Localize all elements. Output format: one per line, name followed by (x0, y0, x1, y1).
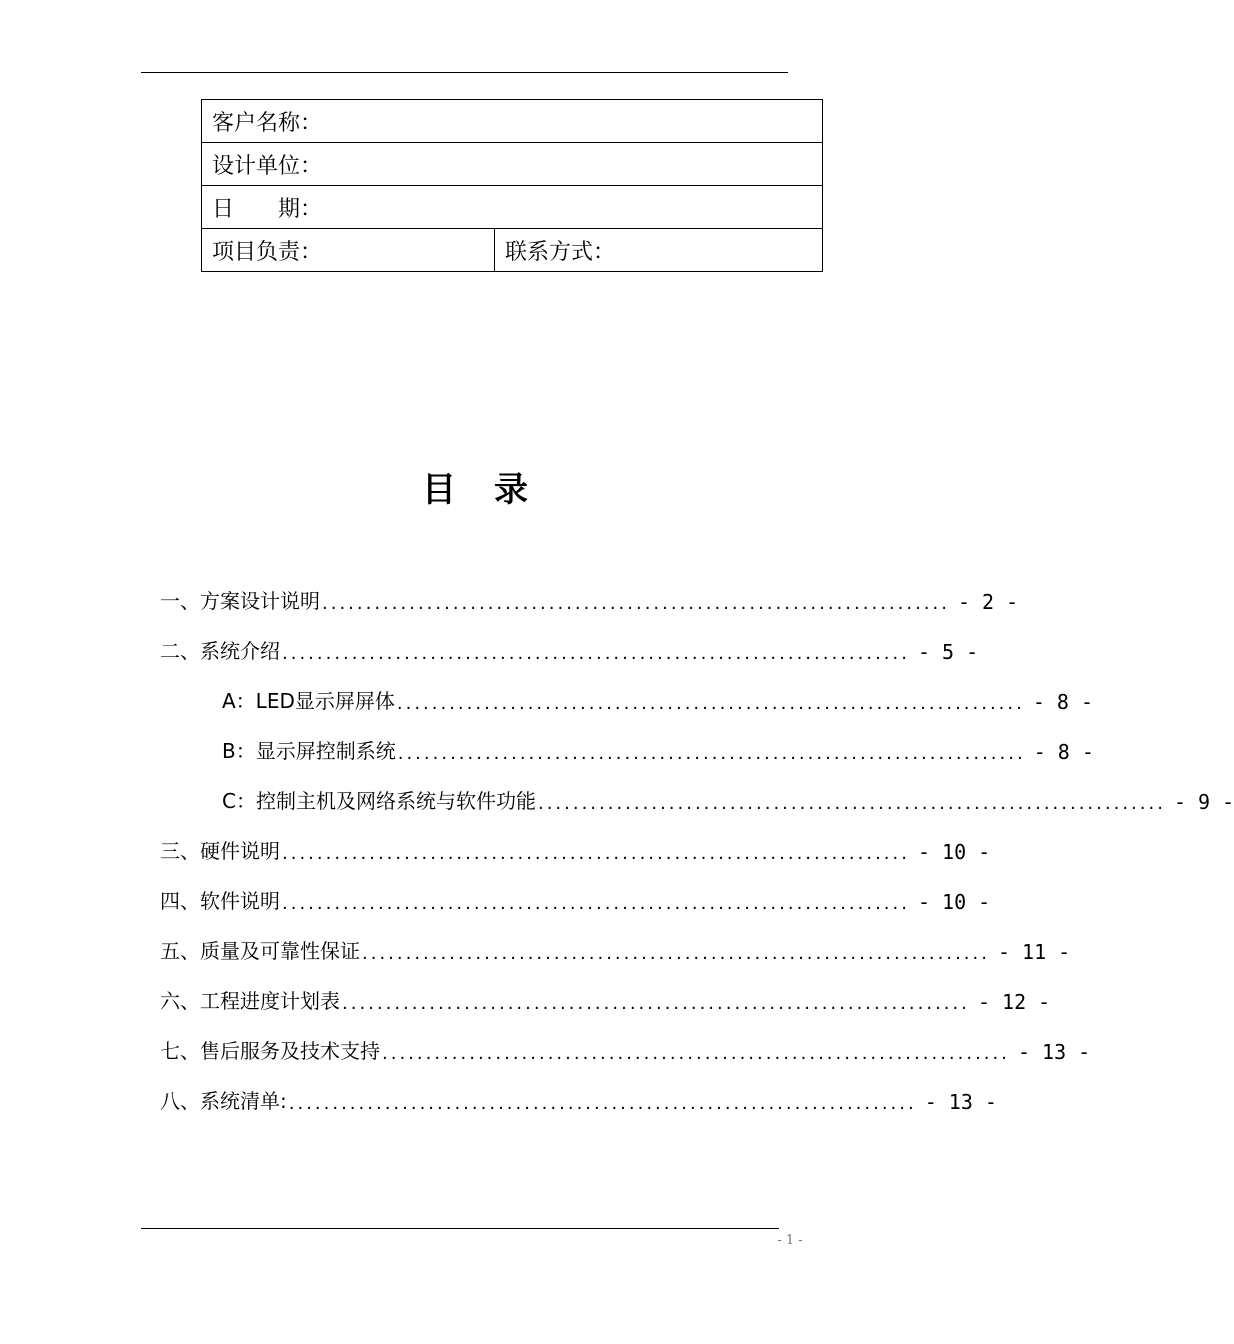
footer-rule (141, 1228, 779, 1229)
toc-entry-label: 三、硬件说明 (160, 839, 280, 863)
toc-entry-label: 五、质量及可靠性保证 (160, 939, 360, 963)
toc-entry[interactable] (222, 674, 1094, 714)
toc-leader-dots: ........................................................................ (322, 593, 950, 614)
contact-label: 联系方式： (505, 239, 616, 265)
toc-entry-label: 七、售后服务及技术支持 (160, 1039, 380, 1063)
toc-entry[interactable] (160, 1074, 997, 1114)
toc-entry[interactable] (160, 574, 1019, 614)
design-unit-label: 设计单位： (212, 153, 323, 179)
toc-leader-dots: ........................................................................ (537, 793, 1166, 814)
toc-entry-page: - 8 - (1033, 740, 1094, 764)
toc-entry-label: A：LED显示屏屏体 (222, 689, 395, 713)
project-lead-label: 项目负责： (212, 239, 323, 265)
design-unit-cell (202, 143, 823, 186)
toc-entry-label: 六、工程进度计划表 (160, 989, 340, 1013)
toc-entry[interactable] (222, 724, 1094, 764)
toc-entry[interactable] (160, 874, 991, 914)
project-info-table (201, 99, 823, 272)
project-lead-cell (202, 229, 495, 272)
footer-page-number: - 1 - (777, 1233, 803, 1248)
toc-entry-label: C：控制主机及网络系统与软件功能 (222, 789, 536, 813)
toc-entry-page: - 12 - (977, 990, 1051, 1014)
toc-title-char-1: 目 (422, 470, 456, 510)
date-label-char-1: 日 (212, 196, 235, 222)
toc-entry-label: 八、系统清单: (160, 1089, 287, 1113)
header-rule (141, 72, 788, 73)
date-cell (202, 186, 823, 229)
toc-entry-label: 一、方案设计说明 (160, 589, 320, 613)
toc-entry[interactable] (222, 774, 1234, 814)
toc-entry[interactable] (160, 1024, 1091, 1064)
toc-leader-dots: ........................................................................ (282, 843, 910, 864)
toc-leader-dots: ........................................................................ (342, 993, 970, 1014)
toc-leader-dots: ........................................................................ (282, 643, 910, 664)
date-row (202, 186, 823, 229)
toc-entry[interactable] (160, 624, 979, 664)
toc-entry-page: - 5 - (917, 640, 979, 664)
toc-entry[interactable] (160, 974, 1051, 1014)
lead-contact-row (202, 229, 823, 272)
toc-entry-page: - 13 - (924, 1090, 997, 1114)
design-unit-row (202, 143, 823, 186)
client-name-cell (202, 100, 823, 143)
toc-entry-page: - 10 - (917, 890, 991, 914)
client-name-label: 客户名称： (212, 110, 323, 136)
toc-leader-dots: ........................................................................ (397, 743, 1026, 764)
toc-entry-page: - 9 - (1173, 790, 1234, 814)
toc-leader-dots: ........................................................................ (382, 1043, 1010, 1064)
toc-leader-dots: ........................................................................ (282, 893, 910, 914)
client-name-row (202, 100, 823, 143)
toc-entry[interactable] (160, 924, 1071, 964)
toc-leader-dots: ........................................................................ (362, 943, 990, 964)
toc-entry-label: 二、系统介绍 (160, 639, 280, 663)
contact-cell (495, 229, 823, 272)
toc-title (0, 462, 950, 511)
toc-leader-dots: ........................................................................ (288, 1093, 917, 1114)
toc-title-char-2: 录 (494, 470, 528, 510)
toc-entry-page: - 8 - (1032, 690, 1094, 714)
toc-entry-page: - 10 - (917, 840, 991, 864)
toc-entry-page: - 13 - (1017, 1040, 1091, 1064)
toc-leader-dots: ........................................................................ (396, 693, 1025, 714)
toc-entry-label: B：显示屏控制系统 (222, 739, 396, 763)
toc-entry[interactable] (160, 824, 991, 864)
toc-entry-page: - 2 - (957, 590, 1019, 614)
toc-entry-label: 四、软件说明 (160, 889, 280, 913)
toc-entry-page: - 11 - (997, 940, 1071, 964)
date-label-char-2: 期： (278, 196, 323, 222)
